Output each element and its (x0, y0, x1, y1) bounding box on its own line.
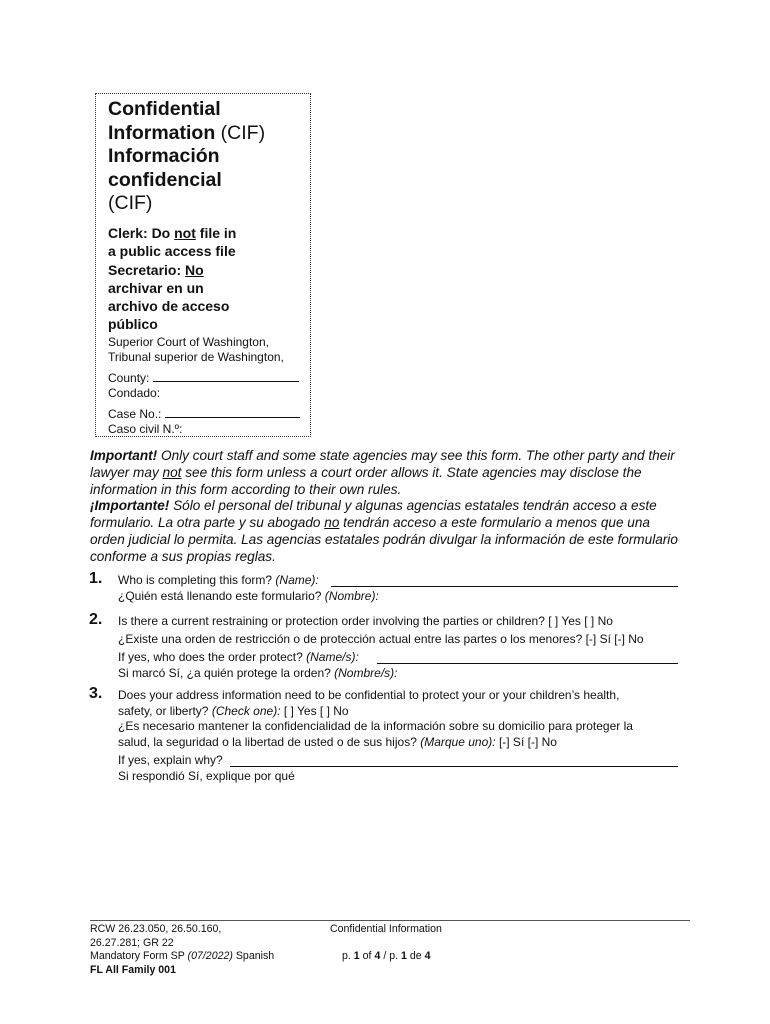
question-text-es: ¿Quién está llenando este formulario? (118, 588, 322, 603)
footer-rcw: RCW 26.23.050, 26.50.160, (90, 923, 222, 935)
si-no-options[interactable]: [-] Sí [-] No (498, 734, 557, 749)
followup-text-es: Si respondió Sí, explique por qué (118, 768, 295, 783)
county-field[interactable] (153, 371, 299, 382)
cif-title-line: Información (108, 145, 220, 167)
question-hint: (Check one): (211, 703, 281, 718)
question-1 (118, 573, 678, 604)
important-text-es: tendrán acceso a este formulario a menos que una orden judicial lo permita. Las agencias estatales podrán divulgar la información de este formulario conforme a sus propias reglas. (90, 515, 678, 564)
question-2 (118, 614, 678, 681)
question-number: 2. (89, 611, 103, 628)
followup-hint: (Name/s): (306, 650, 359, 665)
page-text: of (362, 950, 372, 962)
followup-hint-es: (Nombre/s): (334, 665, 398, 680)
footer-rule (90, 920, 690, 921)
secretario-text: Secretario: (108, 261, 182, 278)
question-text: safety, or liberty? (118, 703, 209, 718)
footer-center (330, 923, 530, 964)
page-text: p. (342, 950, 351, 962)
page-current: 1 (353, 950, 360, 962)
important-text: Only court staff and some state agencies may see this form. The other party and their lawyer may (90, 448, 675, 480)
footer-form-date: (07/2022) (187, 950, 233, 962)
important-label-es: ¡Importante! (90, 498, 170, 514)
cif-abbr: (CIF) (220, 121, 266, 144)
cif-title-line: Information (108, 121, 216, 144)
secretario-text: archivar en un (108, 279, 204, 296)
secretario-text: archivo de acceso (108, 298, 230, 315)
cif-title-line: confidencial (108, 168, 222, 191)
question-hint-es: (Marque uno): (420, 734, 496, 749)
important-not: not (162, 464, 182, 480)
cif-title-line: Confidential (108, 98, 221, 120)
page-number (330, 950, 530, 964)
secretario-no: No (185, 261, 204, 278)
cif-title (108, 98, 308, 216)
important-text: see this form unless a court order allows it. State agencies may disclose the information in this form according to their own rules. (90, 464, 642, 497)
case-number-field[interactable] (165, 407, 300, 418)
secretario-text: público (108, 316, 158, 333)
clerk-not: not (174, 225, 196, 241)
followup-text: If yes, explain why? (118, 753, 223, 768)
clerk-text: a public access file (108, 243, 236, 260)
footer-rcw: 26.27.281; GR 22 (90, 936, 174, 949)
protected-names-field[interactable] (377, 662, 678, 664)
followup-text-es: Si marcó Sí, ¿a quién protege la orden? (118, 665, 331, 680)
yes-no-options[interactable]: [ ] Yes [ ] No (283, 703, 349, 718)
clerk-text: Clerk: Do (108, 225, 171, 241)
footer-form-lang: Spanish (235, 950, 275, 962)
footer-form-id: FL All Family 001 (90, 963, 176, 976)
question-text-es: ¿Es necesario mantener la confidencialidad de la información sobre su domicilio para proteger la (118, 719, 633, 734)
question-text-es: ¿Existe una orden de restricción o de protección actual entre las partes o los menores? [-] Sí [-] No (118, 631, 644, 646)
clerk-instruction (108, 224, 303, 334)
court-name-es: Tribunal superior de Washington, (108, 350, 284, 364)
name-field[interactable] (331, 585, 678, 587)
question-text: Who is completing this form? (118, 573, 273, 587)
case-label-es: Caso civil N.º: (108, 422, 183, 436)
county-label-es: Condado: (108, 386, 161, 400)
page-text: de (409, 950, 422, 962)
footer-left (90, 923, 330, 977)
page-total: 4 (374, 950, 381, 962)
question-number: 1. (89, 570, 103, 587)
clerk-text: file in (199, 225, 237, 241)
question-hint: (Name): (275, 573, 319, 587)
question-text-es: salud, la seguridad o la libertad de usted o de sus hijos? (118, 734, 417, 749)
explanation-field[interactable] (230, 765, 678, 767)
important-text-es: Sólo el personal del tribunal y algunas agencias estatales tendrán acceso a este formulario. La otra parte y su abogado (90, 498, 657, 531)
followup-text: If yes, who does the order protect? (118, 650, 303, 665)
county-label: County: (108, 371, 150, 385)
important-notice (90, 448, 680, 566)
footer-form: Mandatory Form SP (90, 950, 185, 962)
question-3 (118, 688, 678, 785)
question-text: Is there a current restraining or protection order involving the parties or children? [ ] Yes [ ] No (118, 614, 613, 628)
cif-abbr: (CIF) (108, 192, 153, 214)
important-no: no (324, 515, 340, 531)
important-label: Important! (90, 448, 158, 463)
page-text: / p. (383, 950, 399, 962)
page-total-es: 4 (424, 950, 431, 962)
case-label: Case No.: (108, 407, 162, 421)
court-info (108, 335, 308, 437)
question-number: 3. (89, 685, 103, 702)
question-text: Does your address information need to be confidential to protect your or your children’s health, (118, 688, 620, 702)
page-current-es: 1 (401, 950, 407, 962)
question-hint-es: (Nombre): (324, 588, 379, 603)
court-name: Superior Court of Washington, (108, 335, 269, 349)
footer-title: Confidential Information (330, 923, 442, 935)
